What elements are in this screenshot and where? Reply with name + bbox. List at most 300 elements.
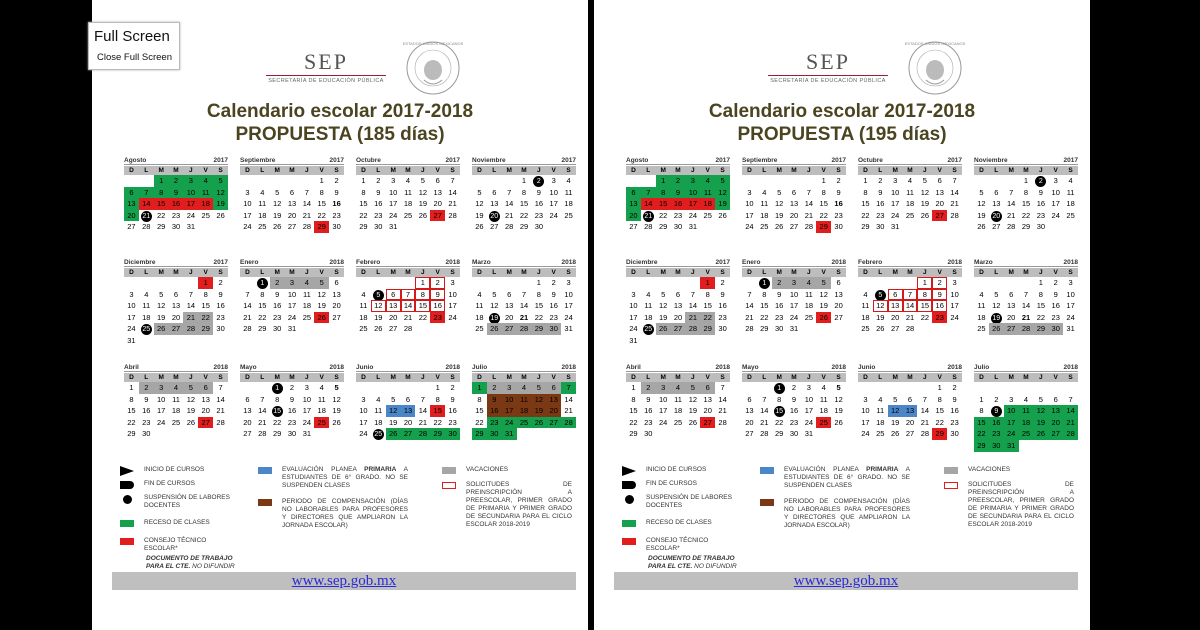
sep-website-link[interactable]: www.sep.gob.mx [793, 573, 899, 589]
day-cell: 6 [700, 382, 715, 394]
day-cell: 13 [243, 406, 252, 416]
month-name: Septiembre [240, 157, 276, 164]
day-cell: 11 [674, 394, 682, 404]
sep-website-link[interactable]: www.sep.gob.mx [291, 573, 397, 589]
day-cell: 28 [760, 429, 769, 439]
weekday-label: D [129, 269, 134, 276]
weekday-label: L [762, 269, 767, 276]
day-cell: 11 [977, 301, 986, 311]
day-cell: 13 [332, 289, 341, 299]
day-cell: 22 [629, 417, 638, 427]
day-cell: 28 [745, 324, 754, 334]
day-cell: 29 [774, 429, 784, 439]
day-cell: 9 [536, 187, 541, 197]
legend-item-vacaciones [442, 466, 572, 474]
day-cell: 12 [156, 301, 166, 311]
day-number: 2 [533, 176, 544, 187]
day-cell: 17 [302, 406, 312, 416]
month-name: Enero [742, 259, 761, 266]
day-cell: 12 [332, 394, 341, 404]
weekday-label: M [506, 167, 512, 174]
day-cell: 6 [791, 187, 797, 197]
weekday-label: D [863, 374, 868, 381]
day-cell: 8 [129, 394, 134, 404]
day-cell: 11 [172, 394, 180, 404]
weekday-label: M [1008, 167, 1014, 174]
day-cell: 23 [774, 312, 784, 322]
day-cell: 4 [1023, 394, 1029, 404]
day-cell: 21 [685, 312, 700, 324]
day-cell: 10 [950, 289, 959, 299]
day-cell: 12 [272, 199, 282, 209]
weekday-label: S [218, 374, 223, 381]
day-cell: 31 [789, 324, 799, 334]
day-cell: 7 [747, 289, 752, 299]
day-cell: 23 [950, 417, 959, 427]
day-cell: 8 [477, 394, 482, 404]
day-cell: 6 [289, 187, 295, 197]
day-cell: 20 [626, 210, 641, 222]
day-cell: 22 [198, 312, 213, 324]
legend-item-compensacion [258, 498, 408, 530]
day-cell: 17 [658, 406, 668, 416]
day-cell: 6 [907, 394, 913, 404]
day-cell: 12 [819, 289, 828, 299]
day-cell: 29 [700, 323, 715, 335]
day-cell: 9 [646, 394, 651, 404]
month-name: Noviembre [472, 157, 506, 164]
day-cell: 20 [935, 199, 944, 209]
weekday-label: J [1039, 269, 1043, 276]
day-cell: 12 [418, 187, 428, 197]
day-cell: 23 [272, 312, 282, 322]
weekday-label: D [245, 167, 250, 174]
day-cell: 27 [745, 429, 754, 439]
day-cell: 29 [658, 222, 668, 232]
document-note-line1: DOCUMENTO DE TRABAJO [146, 555, 233, 562]
calendar-page-185 [92, 0, 588, 630]
day-cell: 4 [260, 187, 265, 197]
day-cell: 9 [450, 394, 455, 404]
weekday-label: S [334, 374, 339, 381]
day-cell: 8 [705, 289, 710, 299]
month-year: 2017 [1063, 157, 1078, 164]
month-name: Mayo [742, 364, 759, 371]
day-cell: 25 [977, 324, 986, 334]
day-cell: 18 [359, 312, 368, 322]
day-cell: 3 [806, 383, 811, 392]
day-number: 21 [142, 212, 151, 220]
day-cell: 25 [302, 312, 312, 322]
day-number: 25 [142, 326, 151, 334]
weekday-label: S [952, 269, 957, 276]
vacaciones-icon [944, 467, 958, 474]
day-cell: 9 [430, 289, 445, 301]
weekday-label: J [923, 269, 927, 276]
day-cell: 16 [876, 199, 885, 209]
day-cell: 17 [890, 199, 900, 209]
month-name: Mayo [240, 364, 257, 371]
day-cell: 11 [760, 199, 769, 209]
month-year: 2018 [831, 364, 846, 371]
day-cell: 28 [644, 222, 653, 232]
day-cell: 19 [272, 210, 282, 220]
day-cell: 29 [472, 428, 487, 440]
day-cell: 25 [703, 210, 712, 220]
day-cell: 30 [1036, 222, 1046, 232]
day-cell: 23 [834, 210, 843, 220]
day-cell: 5 [314, 277, 329, 289]
day-cell: 20 [433, 199, 442, 209]
month-name: Julio [974, 364, 990, 371]
legend-text: PERIODO DE COMPENSACIÓN (DÍAS NO LABORABLES PARA PROFESORES Y DIRECTORES QUE AMPLIARON LA JORNADA ESCOLAR) [282, 498, 408, 529]
day-number: 1 [774, 383, 785, 394]
day-cell: 6 [198, 382, 213, 394]
day-cell: 7 [1009, 187, 1014, 197]
weekday-label: M [173, 374, 179, 381]
compensacion-icon [760, 499, 774, 506]
day-cell: 17 [127, 312, 136, 322]
day-cell: 13 [789, 199, 799, 209]
day-cell: 12 [920, 187, 930, 197]
weekday-label: D [631, 269, 636, 276]
weekday-label: J [189, 374, 193, 381]
weekday-label: L [144, 269, 149, 276]
weekday-label: S [566, 269, 571, 276]
day-cell: 13 [703, 394, 712, 404]
day-cell: 31 [890, 222, 900, 232]
day-cell: 18 [475, 312, 484, 322]
day-cell: 27 [629, 222, 638, 232]
day-cell: 29 [932, 428, 947, 440]
day-cell: 30 [374, 222, 383, 232]
weekday-label: L [260, 374, 265, 381]
weekday-label: L [376, 374, 381, 381]
day-cell: 18 [517, 405, 532, 417]
weekday-label: V [1053, 167, 1058, 174]
weekday-label: V [821, 374, 826, 381]
legend-text: SOLICITUDES DE PREINSCRIPCIÓN A PREESCOLAR, PRIMER GRADO DE PRIMARIA Y PRIMER GRADO DE SECUNDARIA PARA EL CICLO ESCOLAR 2018-2019 [968, 481, 1074, 528]
legend-text [282, 466, 408, 490]
weekday-label: S [836, 167, 841, 174]
day-cell: 17 [156, 406, 166, 416]
day-cell: 13 [287, 199, 297, 209]
planea-text-rest: A ESTUDIANTES DE 6° GRADO. NO SE SUSPENDEN CLASES [282, 466, 408, 489]
day-cell: 20 [403, 417, 413, 427]
day-cell: 27 [1004, 323, 1019, 335]
month-year: 2017 [329, 157, 344, 164]
day-cell: 7 [641, 187, 656, 199]
day-cell: 18 [673, 406, 683, 416]
day-cell: 21 [745, 312, 754, 322]
weekday-label: L [994, 167, 999, 174]
day-cell: 24 [789, 312, 799, 322]
day-cell: 13 [386, 300, 401, 312]
day-cell: 8 [275, 394, 280, 404]
day-cell: 25 [861, 324, 870, 334]
day-cell: 14 [745, 301, 754, 311]
day-cell: 26 [386, 428, 401, 440]
day-cell: 24 [302, 417, 312, 427]
day-cell: 26 [977, 222, 986, 232]
day-cell: 17 [183, 198, 198, 210]
day-cell: 2 [450, 383, 455, 392]
day-cell: 7 [450, 176, 455, 185]
day-number: 20 [992, 212, 1001, 220]
day-cell: 5 [777, 187, 782, 197]
day-cell: 29 [861, 222, 870, 232]
day-cell: 10 [502, 394, 517, 406]
day-cell: 16 [789, 406, 799, 416]
weekday-label: D [361, 167, 366, 174]
day-cell: 20 [171, 312, 181, 322]
day-cell: 25 [564, 210, 573, 220]
day-cell: 21 [804, 210, 814, 220]
weekday-label: L [878, 374, 883, 381]
day-cell: 18 [760, 210, 769, 220]
weekday-label: L [144, 167, 149, 174]
day-cell: 3 [685, 175, 700, 187]
day-cell: 6 [124, 187, 139, 199]
day-cell: 27 [992, 222, 1001, 232]
planea-text: EVALUACIÓN PLANEA [784, 466, 867, 473]
day-cell: 7 [218, 383, 223, 392]
day-cell: 26 [332, 417, 341, 427]
day-cell: 15 [359, 199, 368, 209]
day-cell: 5 [391, 394, 396, 404]
planea-text: EVALUACIÓN PLANEA [282, 466, 365, 473]
day-cell: 26 [186, 417, 196, 427]
weekday-label: V [203, 269, 208, 276]
day-cell: 10 [287, 289, 297, 299]
day-cell: 26 [656, 323, 671, 335]
day-cell: 17 [564, 301, 573, 311]
weekday-label: V [551, 167, 556, 174]
day-cell: 3 [361, 394, 366, 404]
day-cell: 2 [430, 277, 445, 289]
day-cell: 28 [685, 323, 700, 335]
day-cell: 14 [139, 198, 154, 210]
day-cell: 19 [388, 417, 398, 427]
month-year: 2017 [831, 157, 846, 164]
day-cell: 2 [994, 394, 999, 404]
month-name: Octubre [356, 157, 381, 164]
day-cell: 28 [216, 417, 225, 427]
day-cell: 17 [1004, 417, 1019, 429]
weekday-label: M [1023, 269, 1029, 276]
day-cell: 21 [183, 312, 198, 324]
day-cell: 24 [688, 210, 698, 220]
weekday-label: M [521, 269, 527, 276]
legend-item-suspension [120, 494, 240, 510]
weekday-label: D [863, 269, 868, 276]
day-cell: 8 [435, 394, 440, 404]
day-cell: 2 [270, 277, 285, 289]
document-note-cte: PARA EL CTE. [146, 563, 191, 570]
legend [594, 0, 1090, 630]
day-cell: 20 [243, 417, 252, 427]
month-year: 2017 [715, 259, 730, 266]
day-cell: 25 [816, 417, 831, 429]
weekday-label: V [203, 167, 208, 174]
day-cell: 24 [502, 417, 517, 429]
sep-logo-subtitle: SECRETARÍA DE EDUCACIÓN PÚBLICA [268, 78, 384, 84]
weekday-label: S [566, 374, 571, 381]
weekday-label: D [631, 167, 636, 174]
weekday-label: M [892, 269, 898, 276]
day-cell: 14 [903, 300, 918, 312]
weekday-label: S [218, 167, 223, 174]
day-cell: 12 [715, 187, 730, 199]
weekday-label: S [450, 167, 455, 174]
month-year: 2017 [947, 157, 962, 164]
day-cell: 14 [186, 301, 196, 311]
day-cell: 19 [317, 301, 326, 311]
day-cell: 22 [359, 210, 368, 220]
day-cell: 24 [156, 417, 166, 427]
weekday-label: M [675, 167, 681, 174]
day-cell: 4 [671, 382, 686, 394]
day-cell: 8 [1023, 187, 1029, 197]
day-cell: 30 [834, 222, 843, 232]
day-cell: 23 [718, 312, 727, 322]
full-screen-button[interactable]: Full Screen [94, 28, 170, 45]
day-cell: 30 [644, 429, 653, 439]
day-cell: 12 [992, 301, 1001, 311]
weekday-label: S [1068, 374, 1073, 381]
day-cell: 18 [1066, 199, 1075, 209]
day-cell: 21 [950, 199, 959, 209]
day-cell: 19 [819, 301, 828, 311]
month-name: Junio [858, 364, 876, 371]
day-cell: 27 [401, 428, 416, 440]
day-cell: 21 [243, 312, 252, 322]
weekday-label: V [705, 269, 710, 276]
weekday-label: S [720, 269, 725, 276]
day-cell: 4 [405, 176, 411, 185]
day-cell: 16 [950, 406, 959, 416]
day-cell: 20 [546, 405, 561, 417]
weekday-label: M [776, 167, 782, 174]
day-cell: 29 [816, 221, 831, 233]
day-cell: 27 [332, 312, 341, 322]
weekday-label: L [144, 374, 149, 381]
day-cell: 28 [718, 417, 727, 427]
day-cell: 20 [1006, 312, 1016, 322]
day-cell: 12 [774, 199, 784, 209]
day-cell: 13 [546, 394, 561, 406]
day-cell: 1 [1023, 176, 1029, 185]
day-cell: 22 [519, 210, 529, 220]
day-cell: 4 [517, 382, 532, 394]
day-cell: 19 [332, 406, 341, 416]
month-year: 2017 [715, 157, 730, 164]
weekday-label: V [1053, 374, 1058, 381]
day-cell: 13 [1048, 405, 1063, 417]
day-cell: 10 [629, 301, 638, 311]
weekday-label: M [1008, 269, 1014, 276]
day-cell: 26 [475, 222, 484, 232]
day-cell: 7 [561, 382, 576, 394]
day-cell: 21 [302, 210, 312, 220]
month-year: 2017 [445, 157, 460, 164]
day-cell: 11 [861, 301, 870, 311]
day-cell: 8 [521, 187, 527, 197]
weekday-label: M [405, 167, 411, 174]
day-cell: 18 [905, 199, 915, 209]
day-cell: 31 [688, 222, 698, 232]
legend-item-planea [760, 466, 910, 490]
day-cell: 1 [700, 277, 715, 289]
day-cell: 13 [171, 301, 181, 311]
day-cell: 7 [188, 289, 193, 299]
day-cell: 30 [1048, 323, 1063, 335]
day-cell: 15 [154, 198, 169, 210]
weekday-label: J [923, 167, 927, 174]
day-cell: 26 [920, 210, 930, 220]
day-cell: 15 [317, 199, 326, 209]
day-cell: 5 [685, 382, 700, 394]
day-cell: 7 [245, 289, 250, 299]
day-cell: 17 [745, 210, 754, 220]
day-cell: 10 [359, 406, 368, 416]
day-cell: 18 [302, 301, 312, 311]
close-full-screen-button[interactable]: Close Full Screen [97, 52, 172, 63]
day-cell: 11 [564, 187, 573, 197]
day-cell: 7 [690, 289, 695, 299]
month-year: 2018 [445, 364, 460, 371]
weekday-label: D [361, 374, 366, 381]
day-cell: 8 [863, 187, 868, 197]
day-cell: 14 [448, 187, 457, 197]
day-cell: 23 [374, 210, 383, 220]
weekday-label: J [421, 269, 425, 276]
day-cell: 19 [876, 312, 885, 322]
day-cell: 2 [791, 383, 797, 392]
day-cell: 9 [932, 289, 947, 301]
day-cell: 9 [218, 289, 223, 299]
day-cell: 3 [450, 278, 455, 287]
weekday-label: M [390, 269, 396, 276]
day-cell: 21 [418, 417, 428, 427]
day-cell: 6 [435, 176, 440, 185]
day-cell: 26 [216, 210, 225, 220]
day-cell: 23 [876, 210, 885, 220]
sep-logo-subtitle: SECRETARÍA DE EDUCACIÓN PÚBLICA [770, 78, 886, 84]
day-cell: 9 [487, 394, 502, 406]
day-cell: 20 [834, 301, 843, 311]
day-cell: 29 [1033, 323, 1048, 335]
preinscripcion-icon [442, 482, 456, 489]
weekday-label: M [405, 269, 411, 276]
day-cell: 28 [1063, 428, 1078, 440]
day-cell: 11 [258, 199, 267, 209]
day-cell: 24 [564, 312, 573, 322]
day-cell: 20 [905, 417, 915, 427]
day-cell: 28 [517, 323, 532, 335]
day-cell: 30 [546, 323, 561, 335]
legend-text: SOLICITUDES DE PREINSCRIPCIÓN A PREESCOLAR, PRIMER GRADO DE PRIMARIA Y PRIMER GRADO DE SECUNDARIA PARA EL CICLO ESCOLAR 2018-2019 [466, 481, 572, 528]
day-cell: 26 [314, 312, 329, 324]
day-cell: 31 [388, 222, 398, 232]
weekday-label: J [1039, 167, 1043, 174]
day-cell: 19 [531, 405, 546, 417]
day-cell: 6 [386, 289, 401, 301]
day-cell: 30 [989, 440, 1004, 452]
day-cell: 23 [989, 428, 1004, 440]
day-cell: 27 [388, 324, 398, 334]
day-number: 1 [759, 278, 770, 289]
